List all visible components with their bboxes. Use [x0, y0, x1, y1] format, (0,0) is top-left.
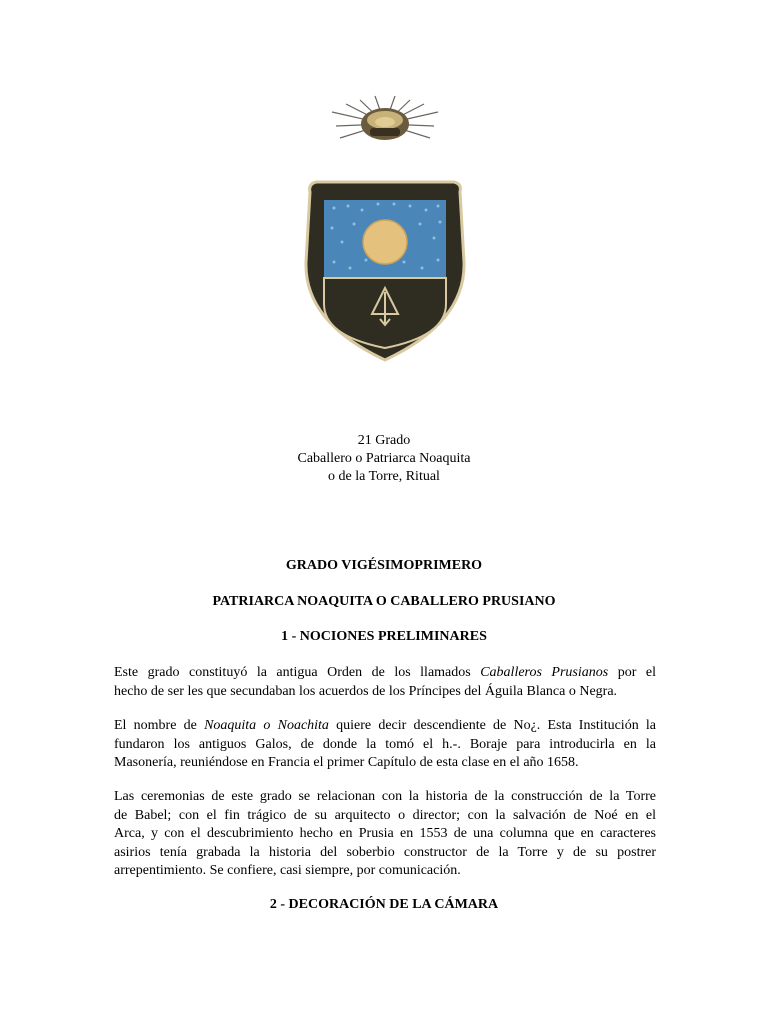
heading-grado: GRADO VIGÉSIMOPRIMERO	[285, 558, 483, 573]
paragraph-line: Las ceremonias de este grado se relacionan con la historia de la construcción de la Torre	[114, 789, 656, 804]
paragraph-line: fundaron los antiguos Galos, de donde la tomó el h.-. Boraje para introducirla en la	[114, 736, 656, 752]
caption-line-1: 21 Grado	[357, 433, 411, 448]
heading-decoracion: 2 - DECORACIÓN DE LA CÁMARA	[269, 897, 499, 912]
document-caption	[0, 432, 768, 486]
paragraph-line: arrepentimiento. Se confiere, casi siempre, por comunicación.	[114, 863, 461, 878]
heading-patriarca: PATRIARCA NOAQUITA O CABALLERO PRUSIANO	[212, 594, 556, 609]
shield-emblem-icon	[280, 92, 490, 372]
paragraph-line: Masonería, reuniéndose en Francia el primer Capítulo de esta clase en el año 1658.	[114, 755, 579, 770]
caption-line-2: Caballero o Patriarca Noaquita	[297, 451, 471, 466]
paragraph-2	[114, 717, 656, 773]
sunburst-crest-icon	[332, 96, 438, 140]
paragraph-line: Arca, y con el descubrimiento hecho en Prusia en 1553 de una columna que en caracteres	[114, 826, 656, 841]
paragraph-line: El nombre de Noaquita o Noachita quiere decir descendiente de No¿. Esta Institución la	[114, 718, 657, 733]
paragraph-line: de Babel; con el fin trágico de su arquitecto o director; con la salvación de Noé en el	[114, 807, 656, 823]
caption-line-3: o de la Torre, Ritual	[328, 469, 440, 484]
heading-nociones: 1 - NOCIONES PRELIMINARES	[281, 629, 487, 644]
paragraph-line: hecho de ser les que secundaban los acuerdos de los Príncipes del Águila Blanca o Negra.	[114, 683, 618, 699]
paragraph-3	[114, 788, 656, 881]
paragraph-1	[114, 664, 656, 701]
paragraph-line: asirios tenía grabada la historia del soberbio constructor de la Torre y de su postrer	[114, 844, 656, 860]
paragraph-line: Este grado constituyó la antigua Orden de los llamados Caballeros Prusianos por el	[114, 665, 656, 680]
